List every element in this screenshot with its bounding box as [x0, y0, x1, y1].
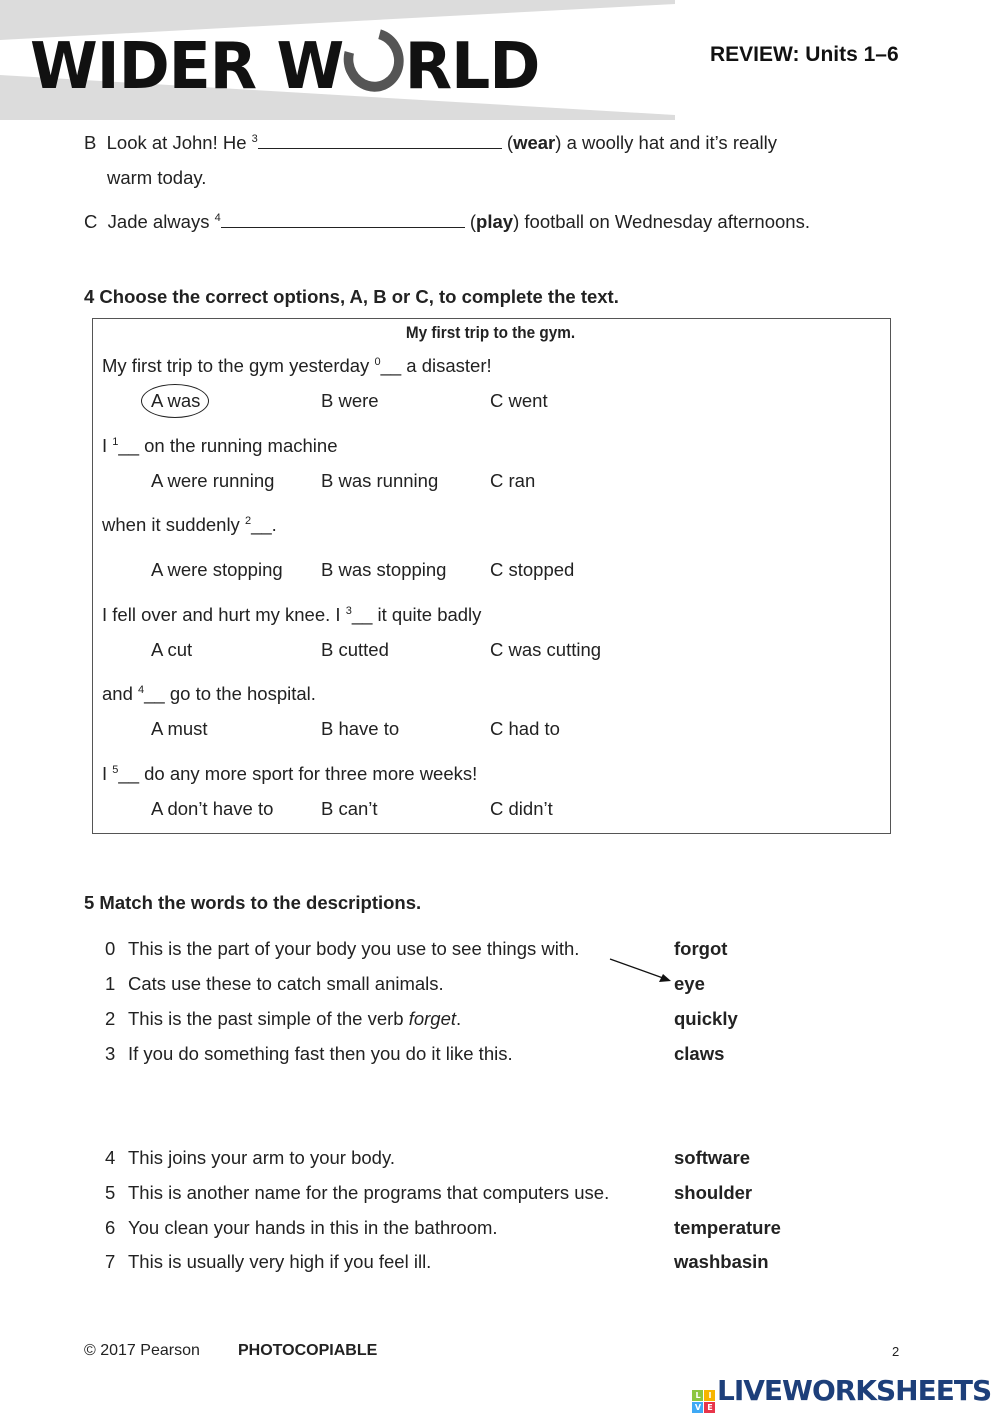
example-answer-circle — [141, 384, 209, 418]
sentence-text: __. — [251, 514, 277, 535]
page-number: 2 — [892, 1344, 900, 1359]
sentence-text: __ on the running machine — [118, 435, 338, 456]
match-word[interactable]: washbasin — [674, 1251, 769, 1272]
sentence-text: when it suddenly — [102, 514, 245, 535]
answer-option[interactable]: A were running — [151, 470, 275, 491]
item-number: 4 — [214, 212, 221, 224]
answer-option[interactable]: A was — [151, 390, 201, 411]
ex5-heading: 5 Match the words to the descriptions. — [84, 892, 422, 913]
gap-number: 4 — [138, 684, 145, 696]
gap-sentence — [102, 355, 492, 377]
match-word[interactable]: quickly — [674, 1008, 738, 1029]
gap-sentence — [102, 514, 277, 536]
sentence-text: I — [102, 763, 113, 784]
description: This is the past simple of the verb forget. — [128, 1008, 462, 1029]
answer-option[interactable]: C was cutting — [490, 639, 602, 660]
item-number: 3 — [251, 133, 258, 145]
item-text: Look at John! He — [106, 132, 247, 153]
answer-option[interactable]: A must — [151, 718, 208, 739]
description: This joins your arm to your body. — [128, 1147, 395, 1168]
item-number: 3 — [105, 1043, 116, 1064]
verb-hint: wear — [513, 132, 556, 153]
copyright: © 2017 Pearson — [84, 1342, 200, 1359]
match-word[interactable]: shoulder — [674, 1182, 753, 1203]
sentence-text: __ it quite badly — [351, 604, 482, 625]
sentence-text: I — [102, 435, 113, 456]
item-text: a woolly hat and it’s really — [566, 132, 778, 153]
item-text-continued: warm today. — [107, 167, 207, 188]
gap-number: 0 — [374, 356, 381, 368]
item-letter: C — [84, 211, 98, 232]
gap-number: 2 — [244, 515, 252, 527]
description: This is another name for the programs that computers use. — [128, 1182, 610, 1203]
sentence-text: __ do any more sport for three more weeks! — [118, 763, 478, 784]
sentence-text: __ go to the hospital. — [144, 683, 316, 704]
answer-option[interactable]: A cut — [151, 639, 193, 660]
match-word[interactable]: software — [674, 1147, 751, 1168]
match-word[interactable]: eye — [674, 973, 705, 994]
answer-option[interactable]: C ran — [490, 470, 536, 491]
item-number: 5 — [105, 1182, 116, 1203]
sentence-text: My first trip to the gym yesterday — [102, 355, 375, 376]
live-squares-icon — [692, 1390, 715, 1413]
ex3-item-b: B Look at John! He $^3$ (wear) a woolly hat and it’s really — [84, 132, 778, 153]
ex4-text-title: My first trip to the gym. — [405, 323, 576, 342]
ex4-heading: 4 Choose the correct options, A, B or C, to complete the text. — [84, 286, 619, 307]
answer-option[interactable]: A were stopping — [151, 559, 283, 580]
description: This is usually very high if you feel ill. — [128, 1251, 432, 1272]
answer-option[interactable]: B can’t — [321, 798, 378, 819]
answer-option[interactable]: C stopped — [490, 559, 575, 580]
photocopiable-label: PHOTOCOPIABLE — [238, 1342, 378, 1359]
description: You clean your hands in this in the bathroom. — [128, 1217, 498, 1238]
logo-ring-icon — [333, 17, 415, 103]
logo-letter: L — [692, 1390, 703, 1401]
item-number: 2 — [105, 1008, 116, 1029]
answer-option[interactable]: B was running — [321, 470, 439, 491]
logo-letter: E — [704, 1402, 715, 1413]
example-match-arrow-icon — [605, 955, 675, 985]
description: If you do something fast then you do it like this. — [128, 1043, 513, 1064]
wider-world-logo: WIDER W RLD — [30, 28, 539, 100]
match-word[interactable]: temperature — [674, 1217, 781, 1238]
gap-sentence — [102, 604, 481, 626]
description: This is the part of your body you use to see things with. — [128, 938, 580, 959]
answer-blank-3[interactable] — [258, 134, 502, 149]
sentence-text: __ a disaster! — [380, 355, 492, 376]
item-number: 0 — [105, 938, 116, 959]
match-word[interactable]: forgot — [674, 938, 728, 959]
answer-option[interactable]: A don’t have to — [151, 798, 274, 819]
item-text: football on Wednesday afternoons. — [524, 211, 810, 232]
answer-option[interactable]: B were — [321, 390, 379, 411]
gap-number: 5 — [112, 764, 119, 776]
logo-letter: I — [704, 1390, 715, 1401]
answer-option[interactable]: B cutted — [321, 639, 389, 660]
answer-blank-4[interactable] — [221, 213, 465, 228]
item-number: 6 — [105, 1217, 116, 1238]
answer-option[interactable]: C didn’t — [490, 798, 553, 819]
gap-sentence — [102, 763, 477, 785]
gap-sentence — [102, 435, 337, 457]
item-number: 1 — [105, 973, 116, 994]
gap-number: 3 — [345, 605, 352, 617]
item-text: Jade always — [107, 211, 210, 232]
ex3-item-c: C Jade always $^4$ (play) football on Wednesday afternoons. — [84, 211, 810, 232]
item-number: 4 — [105, 1147, 116, 1168]
answer-option[interactable]: B have to — [321, 718, 400, 739]
logo-letter: V — [692, 1402, 703, 1413]
answer-option[interactable]: C went — [490, 390, 548, 411]
description: Cats use these to catch small animals. — [128, 973, 444, 994]
gap-number: 1 — [112, 436, 119, 448]
answer-option[interactable]: C had to — [490, 718, 560, 739]
brand-name: LIVEWORKSHEETS — [717, 1374, 992, 1407]
gap-sentence — [102, 683, 316, 705]
sentence-text: and — [102, 683, 139, 704]
item-number: 7 — [105, 1251, 116, 1272]
answer-option[interactable]: B was stopping — [321, 559, 447, 580]
item-letter: B — [84, 132, 97, 153]
page-title: REVIEW: Units 1–6 — [710, 43, 899, 66]
verb-hint: play — [476, 211, 514, 232]
sentence-text: I fell over and hurt my knee. I — [102, 604, 346, 625]
match-word[interactable]: claws — [674, 1043, 725, 1064]
liveworksheets-logo[interactable] — [692, 1376, 991, 1413]
